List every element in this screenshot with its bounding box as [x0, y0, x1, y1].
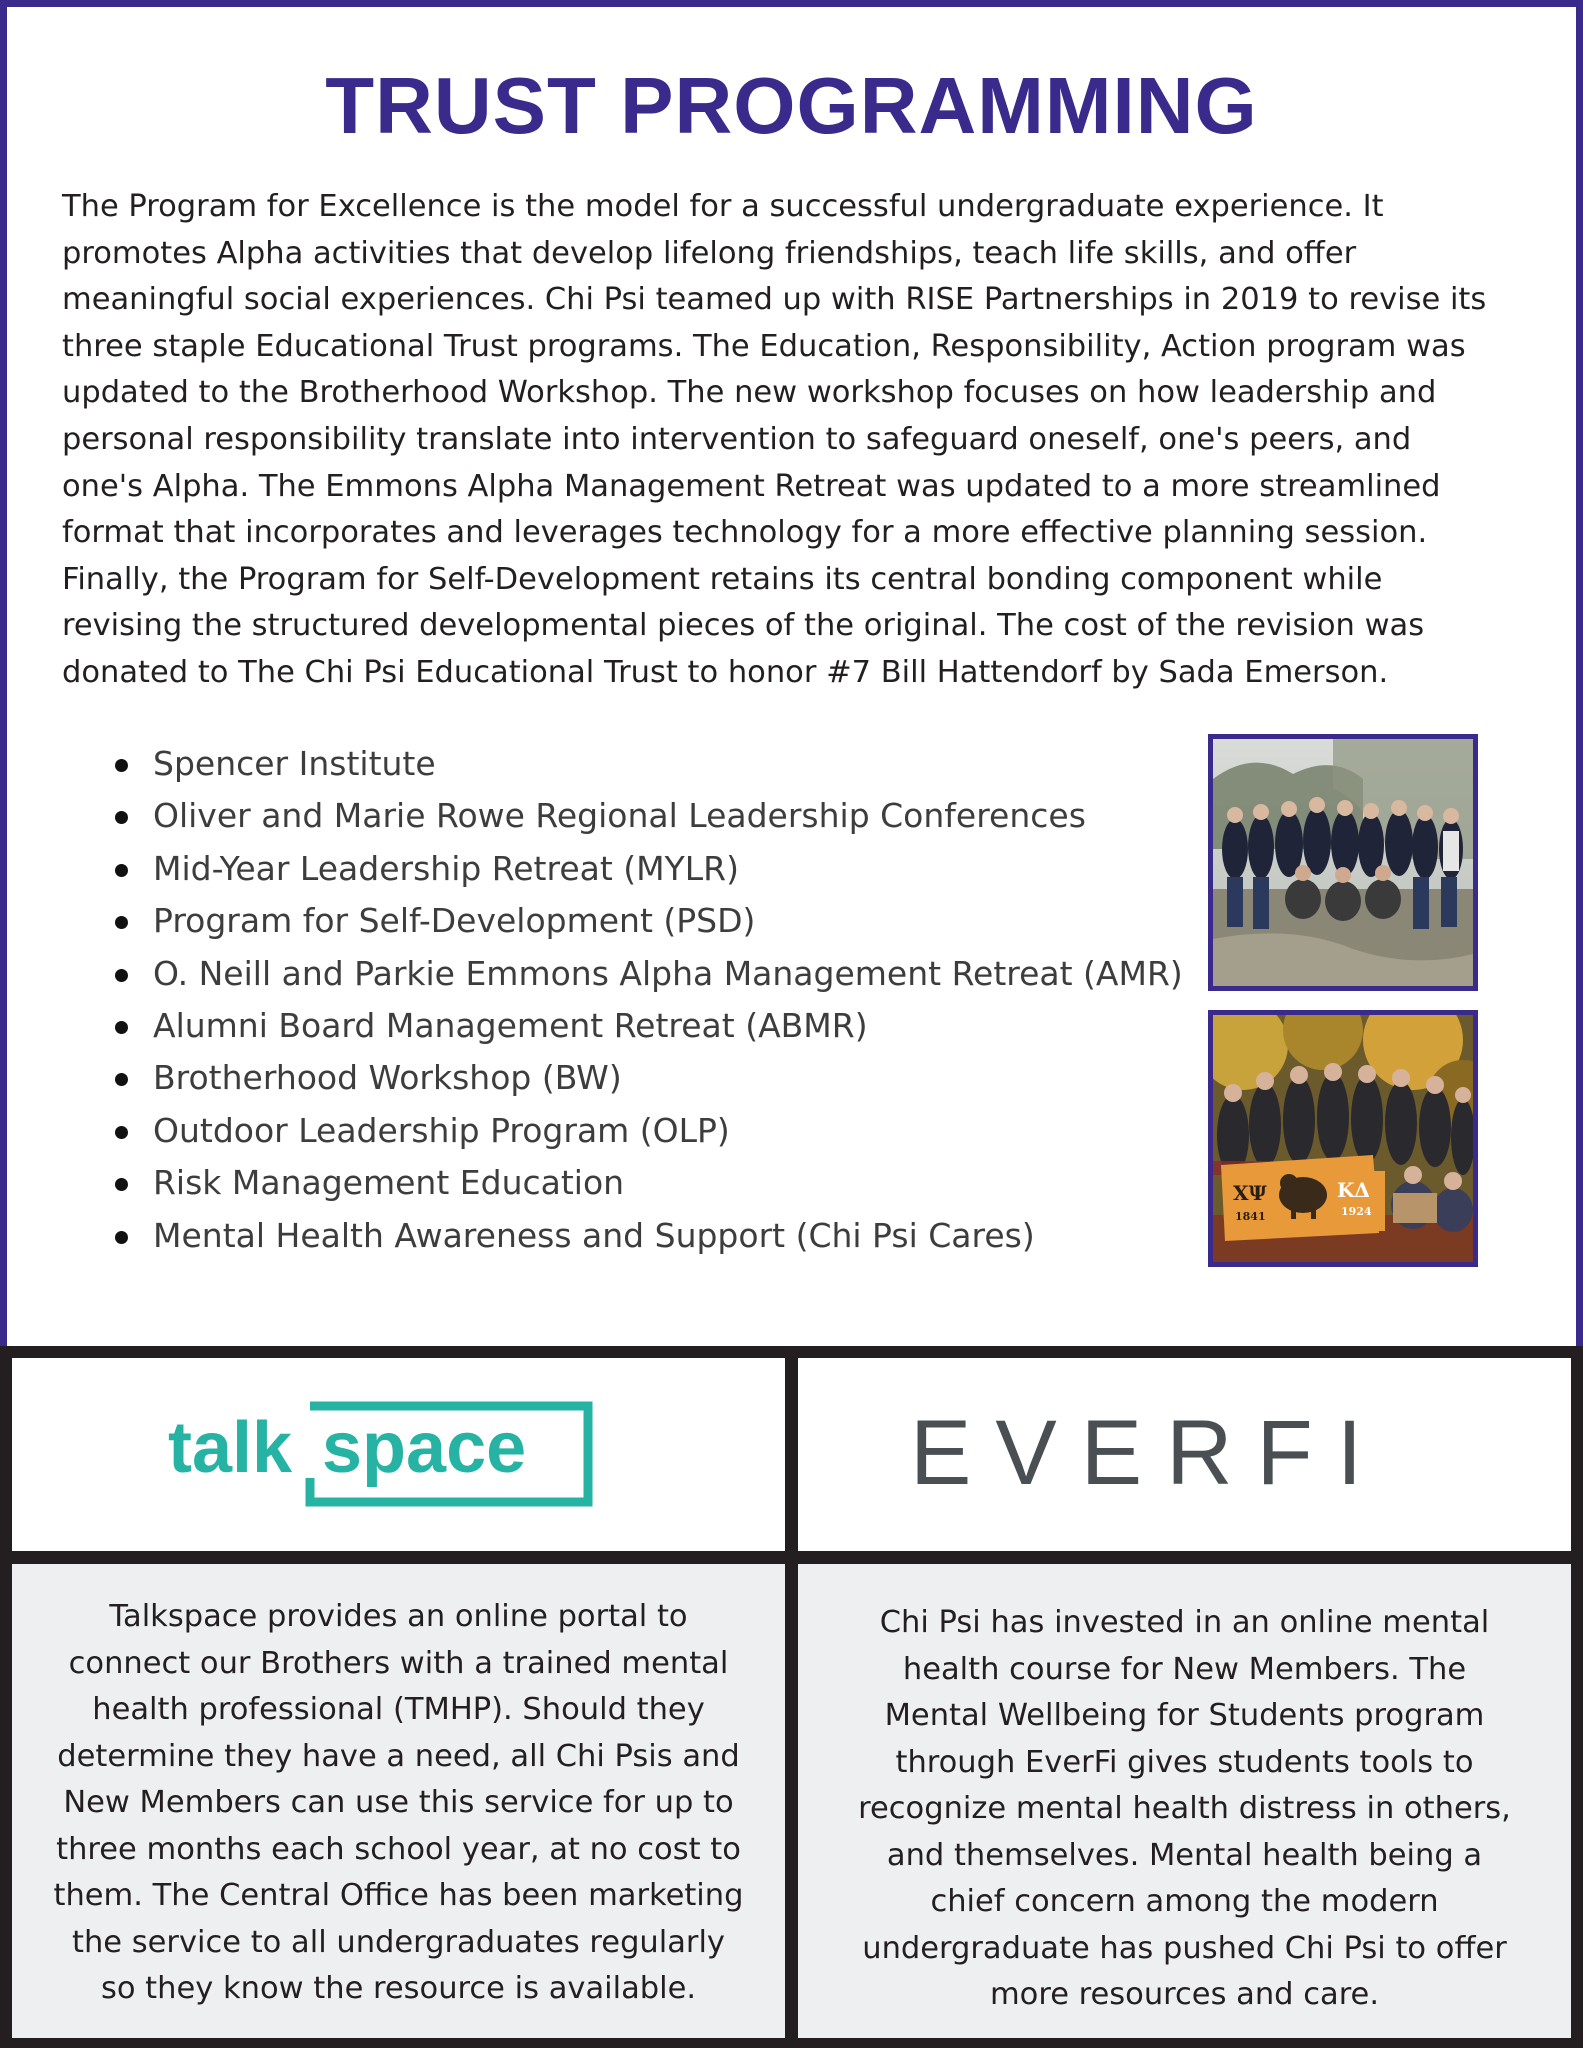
- intro-line: format that incorporates and leverages technology for a more effective planning session.: [62, 515, 1428, 551]
- everfi-logo-cell: [798, 1358, 1571, 1551]
- list-item: [112, 1052, 1183, 1104]
- list-item: [112, 738, 1183, 790]
- list-item: [112, 1105, 1183, 1157]
- everfi-logo-text: EVERFI: [910, 1404, 1387, 1504]
- hillside-photo-illustration: [1213, 739, 1473, 986]
- talkspace-logo-space: space: [322, 1408, 527, 1488]
- talkspace-description-cell: [12, 1564, 785, 2038]
- intro-line: personal responsibility translate into intervention to safeguard oneself, one's peers, and: [62, 421, 1412, 457]
- intro-line: one's Alpha. The Emmons Alpha Management Retreat was updated to a more streamlined: [62, 468, 1441, 504]
- banner-photo-illustration: [1213, 1015, 1473, 1262]
- talkspace-line: them. The Central Office has been marketing: [53, 1878, 744, 1913]
- intro-line: promotes Alpha activities that develop lifelong friendships, teach life skills, and offer: [62, 235, 1357, 271]
- talkspace-logo-talk: talk: [168, 1408, 293, 1488]
- banner-right-letters: ΚΔ: [1337, 1178, 1370, 1202]
- bullet-icon: [115, 916, 128, 929]
- intro-line: Finally, the Program for Self-Development retains its central bonding component while: [62, 561, 1383, 597]
- everfi-logo: [908, 1404, 1468, 1504]
- bullet-icon: [115, 811, 128, 824]
- intro-line: The Program for Excellence is the model for a successful undergraduate experience. It: [62, 189, 1384, 224]
- program-name: Risk Management Education: [153, 1163, 625, 1203]
- intro-line: donated to The Chi Psi Educational Trust to honor #7 Bill Hattendorf by Sada Emerson.: [62, 654, 1389, 690]
- list-item: [112, 1000, 1183, 1052]
- everfi-line: chief concern among the modern: [930, 1884, 1439, 1919]
- bullet-icon: [115, 1178, 128, 1191]
- talkspace-line: so they know the resource is available.: [100, 1971, 697, 2006]
- banner-left-year: 1841: [1235, 1210, 1266, 1223]
- everfi-description: [828, 1600, 1541, 2019]
- talkspace-line: health professional (TMHP). Should they: [92, 1692, 705, 1727]
- list-item: [112, 790, 1183, 842]
- bullet-icon: [115, 1231, 128, 1244]
- intro-line: revising the structured developmental pieces of the original. The cost of the revision was: [62, 608, 1425, 644]
- program-name: Program for Self-Development (PSD): [153, 901, 756, 941]
- program-name: Mid-Year Leadership Retreat (MYLR): [153, 848, 739, 888]
- bullet-icon: [115, 1126, 128, 1139]
- bullet-icon: [115, 864, 128, 877]
- program-name: Brotherhood Workshop (BW): [153, 1058, 622, 1098]
- talkspace-line: determine they have a need, all Chi Psis and: [57, 1738, 740, 1774]
- list-item: [112, 1210, 1183, 1262]
- talkspace-logo-cell: [12, 1358, 785, 1551]
- program-name: O. Neill and Parkie Emmons Alpha Management Retreat (AMR): [153, 953, 1183, 993]
- group-photo-hillside: [1208, 734, 1478, 991]
- intro-line: updated to the Brotherhood Workshop. The new workshop focuses on how leadership and: [62, 375, 1437, 411]
- bullet-icon: [115, 759, 128, 772]
- talkspace-logo: [160, 1398, 600, 1518]
- program-name: Spencer Institute: [153, 744, 436, 783]
- intro-line: meaningful social experiences. Chi Psi teamed up with RISE Partnerships in 2019 to revise its: [62, 282, 1487, 318]
- everfi-description-cell: [798, 1564, 1571, 2038]
- everfi-line: undergraduate has pushed Chi Psi to offer: [862, 1930, 1507, 1966]
- everfi-line: Chi Psi has invested in an online mental: [879, 1605, 1490, 1640]
- intro-line: three staple Educational Trust programs. The Education, Responsibility, Action program was: [62, 328, 1466, 364]
- bullet-icon: [115, 969, 128, 982]
- program-list: [112, 738, 1183, 1262]
- banner-left-letters: ΧΨ: [1233, 1181, 1267, 1205]
- everfi-line: Mental Wellbeing for Students program: [884, 1698, 1485, 1733]
- program-name: Oliver and Marie Rowe Regional Leadership Conferences: [153, 796, 1086, 836]
- talkspace-description: [42, 1594, 755, 2013]
- bullet-icon: [115, 1073, 128, 1086]
- list-item: [112, 895, 1183, 947]
- group-photo-banner: [1208, 1010, 1478, 1267]
- everfi-line: recognize mental health distress in others,: [858, 1791, 1511, 1826]
- talkspace-line: New Members can use this service for up to: [63, 1785, 734, 1820]
- bullet-icon: [115, 1021, 128, 1034]
- talkspace-line: the service to all undergraduates regularly: [72, 1924, 725, 1960]
- banner-right-year: 1924: [1341, 1205, 1372, 1218]
- talkspace-line: connect our Brothers with a trained mental: [68, 1645, 729, 1681]
- everfi-line: health course for New Members. The: [902, 1651, 1467, 1687]
- intro-paragraph: [62, 184, 1532, 697]
- list-item: [112, 1157, 1183, 1209]
- list-item: [112, 843, 1183, 895]
- everfi-line: through EverFi gives students tools to: [895, 1744, 1474, 1780]
- everfi-line: more resources and care.: [989, 1977, 1380, 2012]
- talkspace-line: three months each school year, at no cost to: [56, 1831, 741, 1867]
- program-name: Outdoor Leadership Program (OLP): [153, 1110, 730, 1150]
- page-title: TRUST PROGRAMMING: [325, 61, 1258, 150]
- program-name: Alumni Board Management Retreat (ABMR): [153, 1005, 868, 1045]
- everfi-line: and themselves. Mental health being a: [886, 1837, 1483, 1873]
- program-name: Mental Health Awareness and Support (Chi Psi Cares): [153, 1215, 1035, 1255]
- list-item: [112, 948, 1183, 1000]
- talkspace-line: Talkspace provides an online portal to: [109, 1599, 688, 1634]
